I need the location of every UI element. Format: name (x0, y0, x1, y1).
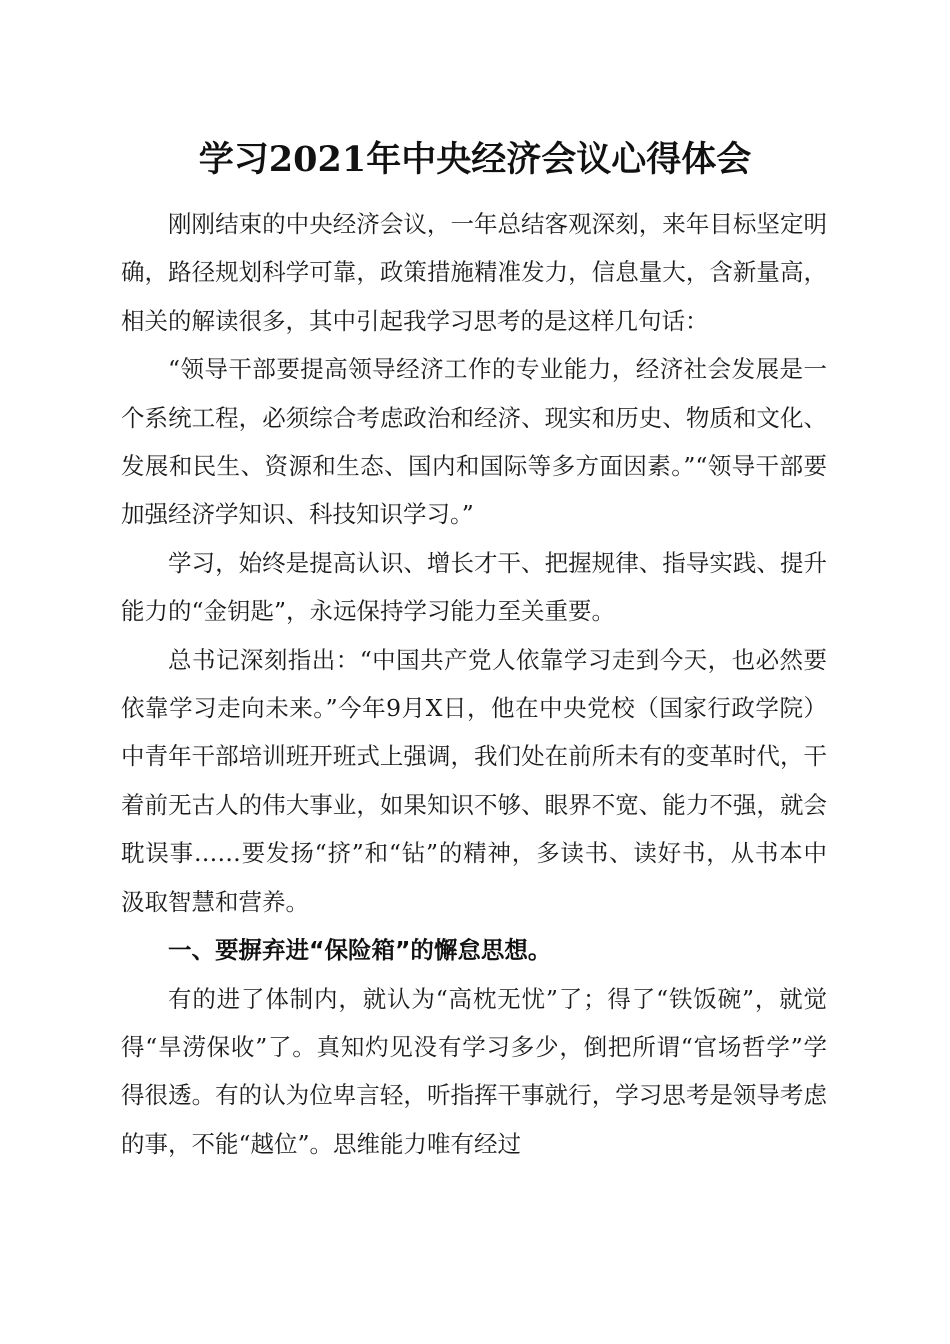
document-title: 学习2021年中央经济会议心得体会 (198, 139, 752, 180)
paragraph-general-secretary: 总书记深刻指出：“中国共产党人依靠学习走到今天，也必然要依靠学习走向未来。”今年9月X日，他在中央党校（国家行政学院）中青年干部培训班开班式上强调，我们处在前所未有的变革时代，干着前无古人的伟大事业，如果知识不够、眼界不宽、能力不强，就会耽误事……要发扬“挤”和“钻”的精神，多读书、读好书，从书本中汲取智慧和营养。 (121, 645, 827, 916)
paragraph-learning-key: 学习，始终是提高认识、增长才干、把握规律、指导实践、提升能力的“金钥匙”，永远保持学习能力至关重要。 (121, 548, 827, 626)
paragraph-section-1: 有的进了体制内，就认为“高枕无忧”了；得了“铁饭碗”，就觉得“旱涝保收”了。真知灼见没有学习多少，倒把所谓“官场哲学”学得很透。有的认为位卑言轻，听指挥干事就行，学习思考是领导考虑的事，不能“越位”。思维能力唯有经过 (121, 984, 827, 1158)
document-body (121, 200, 827, 1168)
section-heading-1: 一、要摒弃进“保险箱”的懈怠思想。 (168, 936, 552, 965)
paragraph-quote: “领导干部要提高领导经济工作的专业能力，经济社会发展是一个系统工程，必须综合考虑政治和经济、现实和历史、物质和文化、发展和民生、资源和生态、国内和国际等多方面因素。”“领导干部要加强经济学知识、科技知识学习。” (121, 355, 827, 529)
paragraph-intro: 刚刚结束的中央经济会议，一年总结客观深刻，来年目标坚定明确，路径规划科学可靠，政策措施精准发力，信息量大，含新量高，相关的解读很多，其中引起我学习思考的是这样几句话： (121, 210, 827, 335)
